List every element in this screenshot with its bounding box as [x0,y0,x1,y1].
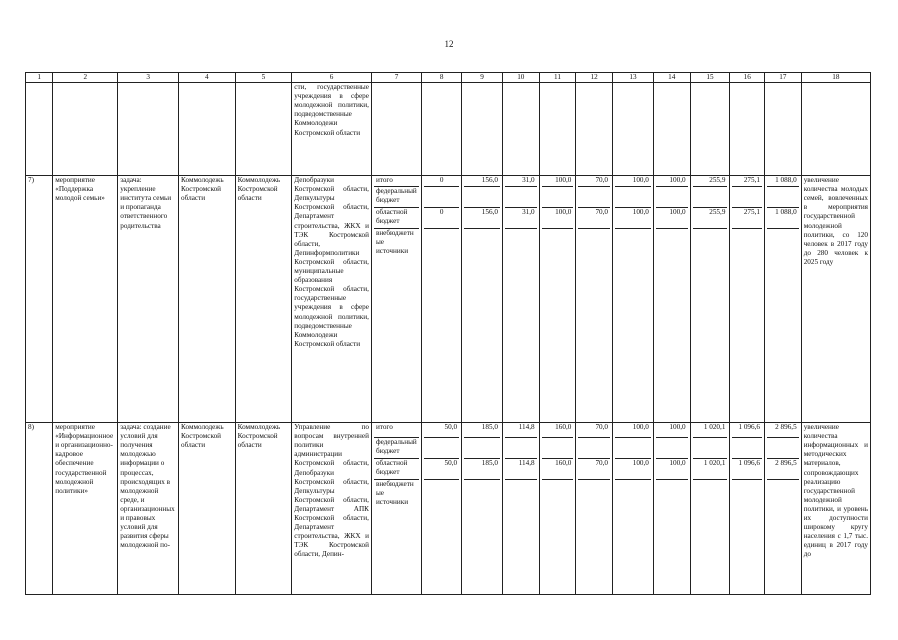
value-cell: 31,0 [505,176,537,187]
source-label: итого [374,176,419,187]
executor-cell: Коммолодежь Костромской области [179,423,236,595]
header-cell: 1 [26,73,53,83]
value-cell: 100,0 [542,176,574,187]
program-table [25,72,871,595]
partners-cell: Управление по вопросам внутренней политики администрации Костромской области, Депобразуки Костромской области, Депкультуры Костромской области, Департамент АПК Костромской области, Департамент строительства, ЖКХ и ТЭК Костромской области, Депин- [292,423,372,595]
value-cell: 156,0 [464,208,500,229]
value-cell: 50,0 [424,423,459,438]
value-cell: 255,9 [693,208,728,229]
value-cell: 100,0 [656,176,688,187]
value-cell: 50,0 [424,459,459,480]
header-cell: 18 [801,73,870,83]
value-cell: 156,0 [464,176,500,187]
executor-cell: Коммолодежь Костромской области [179,176,236,423]
value-cell: 114,8 [505,423,537,438]
row-number: 7) [26,176,53,423]
header-cell: 8 [422,73,462,83]
header-row [26,73,871,83]
row-number: 8) [26,423,53,595]
header-cell: 6 [292,73,372,83]
source-label: федеральный бюджет [374,438,419,459]
header-cell: 7 [371,73,421,83]
header-cell: 12 [576,73,613,83]
value-cell: 70,0 [578,176,610,187]
value-cell: 70,0 [578,423,610,438]
header-cell: 14 [653,73,690,83]
table-row [26,423,871,595]
value-cell: 100,0 [615,423,651,438]
value-cell: 185,0 [464,423,500,438]
value-cell: 1 088,0 [767,208,799,229]
value-cell: 160,0 [542,423,574,438]
sources-cell [371,423,421,595]
header-cell: 5 [235,73,292,83]
value-cell: 275,1 [732,176,762,187]
source-label: федеральный бюджет [374,187,419,208]
partners-cell: Депобразуки Костромской области, Депкультуры Костромской области, Департамент строительства, ЖКХ и ТЭК Костромской области, Депинформполитики Костромской области, муниципальные образования Костромской области, государственные учреждения в сфере молодежной политики, подведомственные Коммолодежи Костромской области [292,176,372,423]
page-number: 12 [444,39,454,49]
header-cell: 3 [118,73,179,83]
header-cell: 16 [730,73,765,83]
executor-cell: Коммолодежь Костромской области [235,423,292,595]
table-row [26,83,871,176]
value-cell: 100,0 [656,423,688,438]
value-cell: 1 088,0 [767,176,799,187]
value-cell: 275,1 [732,208,762,229]
value-cell: 70,0 [578,208,610,229]
value-cell: 2 896,5 [767,423,799,438]
value-cell: 114,8 [505,459,537,480]
value-cell: 0 [424,208,459,229]
value-cell: 160,0 [542,459,574,480]
value-cell: 100,0 [656,208,688,229]
task-text: задача: создание условий для получения молодежью информации о процессах, происходящих в молодежной среде, и организационных и правовых условий для развития сферы молодежной по- [118,423,179,595]
event-name: мероприятие «Информационное и организационно-кадровое обеспечение государственной молодежной политики» [53,423,118,595]
value-cell: 100,0 [656,459,688,480]
value-cell: 31,0 [505,208,537,229]
table-row [26,176,871,423]
source-label: внебюджетные источники [375,480,414,507]
header-cell: 9 [462,73,503,83]
value-cell: 0 [424,176,459,187]
result-text: увеличение количества информационных и методических материалов, сопровождающих реализацию государственной молодежной политики, и уровень их доступности широкому кругу населения с 1,7 тыс. единиц в 2017 году до [801,423,870,595]
value-cell: 185,0 [464,459,500,480]
header-cell: 17 [765,73,802,83]
value-cell: 1 096,6 [732,459,762,480]
header-cell: 15 [690,73,730,83]
header-cell: 10 [502,73,539,83]
value-cell: 1 096,6 [732,423,762,438]
value-cell: 100,0 [615,459,651,480]
executor-cell: Коммолодежь Костромской области [235,176,292,423]
header-cell: 4 [179,73,236,83]
header-cell: 13 [613,73,654,83]
value-cell: 255,9 [693,176,728,187]
value-cell: 100,0 [542,208,574,229]
task-text: задача: укрепление института семьи и пропаганда ответственного родительства [118,176,179,423]
header-cell: 2 [53,73,118,83]
partners-cell: сти, государственные учреждения в сфере молодежной политики, подведомственные Коммолодежи Костромской области [292,83,372,176]
value-cell: 1 020,1 [693,423,728,438]
value-cell: 1 020,1 [693,459,728,480]
value-cell: 2 896,5 [767,459,799,480]
sources-cell [371,176,421,423]
result-text: увеличение количества молодых семей, вовлеченных в мероприятия государственной молодежной политики, со 120 человек в 2017 году до 280 человек к 2025 году [801,176,870,423]
value-cell: 100,0 [615,176,651,187]
source-label: областной бюджет [374,459,419,480]
source-label: внебюджетные источники [375,229,414,256]
source-label: областной бюджет [374,208,419,229]
value-cell: 70,0 [578,459,610,480]
source-label: итого [374,423,419,438]
value-cell: 100,0 [615,208,651,229]
event-name: мероприятие «Поддержка молодой семьи» [53,176,118,423]
header-cell: 11 [539,73,576,83]
